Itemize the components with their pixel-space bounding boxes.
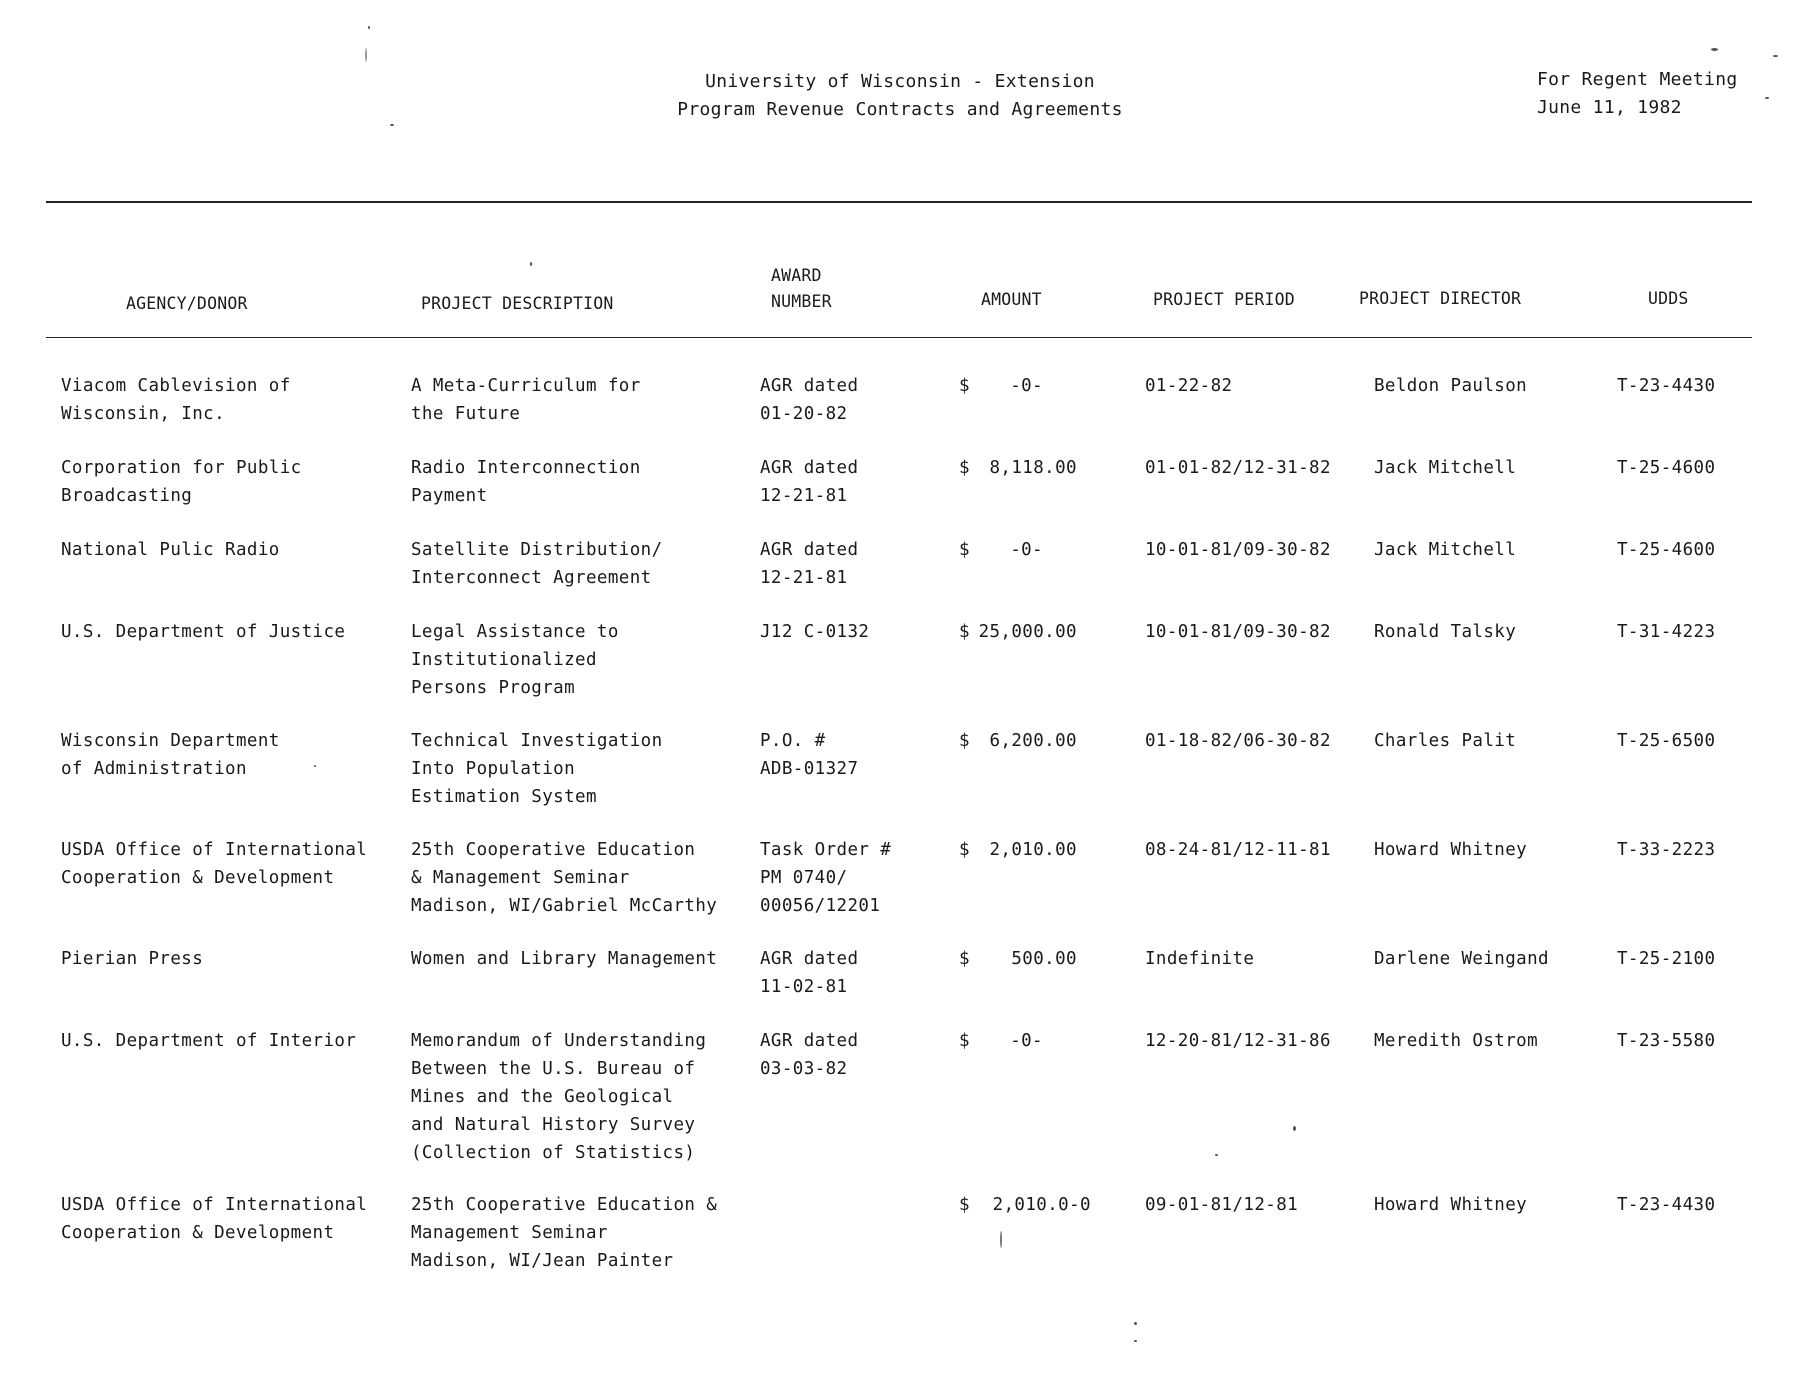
udds-cell: T-23-5580 — [1617, 1031, 1716, 1051]
udds-cell: T-25-2100 — [1617, 949, 1716, 969]
meeting-note — [1537, 66, 1797, 122]
description-cell — [411, 372, 641, 428]
description-cell — [411, 454, 641, 510]
description-cell-line: 25th Cooperative Education & — [411, 1195, 718, 1215]
award-number-cell — [760, 836, 891, 920]
project-period-cell: 10-01-81/09-30-82 — [1145, 622, 1331, 642]
award-number-cell-line: AGR dated — [760, 540, 859, 560]
award-number-cell-line: 00056/12201 — [760, 896, 881, 916]
amount-value: 2,010.00 — [989, 840, 1077, 860]
award-number-cell-line: AGR dated — [760, 458, 859, 478]
column-header-description: PROJECT DESCRIPTION — [421, 294, 614, 313]
project-period-cell: 09-01-81/12-81 — [1145, 1195, 1299, 1215]
project-period-cell: 10-01-81/09-30-82 — [1145, 540, 1331, 560]
award-number-cell-line: P.O. # — [760, 731, 826, 751]
agency-cell-line: U.S. Department of Justice — [61, 622, 346, 642]
udds-cell: T-31-4223 — [1617, 622, 1716, 642]
scan-speck — [1215, 1154, 1218, 1156]
description-cell-line: Between the U.S. Bureau of — [411, 1059, 696, 1079]
scan-speck — [1765, 97, 1769, 99]
title-line-2: Program Revenue Contracts and Agreements — [677, 99, 1123, 120]
award-number-cell-line: 11-02-81 — [760, 977, 848, 997]
scan-speck — [1773, 55, 1778, 57]
project-director-cell: Darlene Weingand — [1374, 949, 1549, 969]
description-cell-line: Mines and the Geological — [411, 1087, 674, 1107]
award-number-cell-line: 12-21-81 — [760, 486, 848, 506]
project-period-cell: 01-01-82/12-31-82 — [1145, 458, 1331, 478]
currency-symbol: $ — [959, 376, 970, 396]
description-cell — [411, 536, 663, 592]
project-period-cell: 01-22-82 — [1145, 376, 1233, 396]
scan-speck — [314, 765, 316, 767]
description-cell-line: Satellite Distribution/ — [411, 540, 663, 560]
agency-cell — [61, 372, 291, 428]
award-number-cell — [760, 727, 858, 783]
document-title — [600, 68, 1200, 124]
award-number-cell-line: 01-20-82 — [760, 404, 848, 424]
amount-value: 8,118.00 — [989, 458, 1077, 478]
udds-cell: T-25-4600 — [1617, 540, 1716, 560]
award-number-cell-line: Task Order # — [760, 840, 892, 860]
description-cell-line: the Future — [411, 404, 521, 424]
agency-cell-line: Viacom Cablevision of — [61, 376, 291, 396]
award-number-cell-line: 03-03-82 — [760, 1059, 848, 1079]
project-director-cell: Meredith Ostrom — [1374, 1031, 1539, 1051]
project-director-cell: Jack Mitchell — [1374, 540, 1517, 560]
description-cell-line: (Collection of Statistics) — [411, 1143, 696, 1163]
scan-speck — [1134, 1322, 1137, 1325]
agency-cell-line: Broadcasting — [61, 486, 193, 506]
award-number-cell — [760, 618, 869, 646]
currency-symbol: $ — [959, 1195, 970, 1215]
project-director-cell: Ronald Talsky — [1374, 622, 1517, 642]
scan-speck — [390, 124, 394, 126]
award-header-line-2: NUMBER — [771, 292, 832, 311]
project-director-cell: Beldon Paulson — [1374, 376, 1528, 396]
project-director-cell: Jack Mitchell — [1374, 458, 1517, 478]
agency-cell — [61, 536, 280, 564]
description-cell-line: & Management Seminar — [411, 868, 630, 888]
project-period-cell: 01-18-82/06-30-82 — [1145, 731, 1331, 751]
agency-cell-line: Cooperation & Development — [61, 1223, 335, 1243]
agency-cell — [61, 945, 203, 973]
description-cell-line: Institutionalized — [411, 650, 597, 670]
scan-speck — [530, 262, 532, 266]
description-cell-line: Interconnect Agreement — [411, 568, 652, 588]
scan-speck — [365, 48, 367, 62]
description-cell — [411, 1191, 717, 1275]
project-period-cell: 08-24-81/12-11-81 — [1145, 840, 1331, 860]
column-header-award — [771, 263, 891, 315]
description-cell-line: Into Population — [411, 759, 576, 779]
scan-speck — [1711, 48, 1718, 51]
agency-cell-line: National Pulic Radio — [61, 540, 280, 560]
agency-cell-line: Corporation for Public — [61, 458, 302, 478]
project-director-cell: Charles Palit — [1374, 731, 1517, 751]
award-number-cell-line: AGR dated — [760, 949, 859, 969]
udds-cell: T-23-4430 — [1617, 1195, 1716, 1215]
agency-cell — [61, 618, 345, 646]
project-period-cell: Indefinite — [1145, 949, 1255, 969]
award-number-cell — [760, 1027, 858, 1083]
description-cell — [411, 618, 619, 702]
agency-cell-line: Pierian Press — [61, 949, 204, 969]
scan-speck — [1134, 1340, 1137, 1342]
agency-cell-line: USDA Office of International — [61, 840, 368, 860]
currency-symbol: $ — [959, 540, 970, 560]
description-cell-line: and Natural History Survey — [411, 1115, 696, 1135]
column-header-director: PROJECT DIRECTOR — [1359, 289, 1522, 308]
amount-value: 6,200.00 — [989, 731, 1077, 751]
currency-symbol: $ — [959, 622, 970, 642]
meeting-date: June 11, 1982 — [1537, 97, 1682, 118]
description-cell-line: Persons Program — [411, 678, 576, 698]
amount-value: 2,010.0-0 — [992, 1195, 1091, 1215]
agency-cell-line: U.S. Department of Interior — [61, 1031, 357, 1051]
udds-cell: T-25-4600 — [1617, 458, 1716, 478]
description-cell-line: Radio Interconnection — [411, 458, 641, 478]
description-cell-line: Memorandum of Understanding — [411, 1031, 707, 1051]
currency-symbol: $ — [959, 458, 970, 478]
description-cell-line: Payment — [411, 486, 488, 506]
agency-cell-line: Cooperation & Development — [61, 868, 335, 888]
description-cell-line: Women and Library Management — [411, 949, 718, 969]
description-cell-line: 25th Cooperative Education — [411, 840, 696, 860]
amount-value: 25,000.00 — [978, 622, 1077, 642]
award-number-cell-line: PM 0740/ — [760, 868, 848, 888]
project-period-cell: 12-20-81/12-31-86 — [1145, 1031, 1331, 1051]
description-cell — [411, 727, 663, 811]
project-director-cell: Howard Whitney — [1374, 840, 1528, 860]
amount-value: -0- — [1010, 1031, 1043, 1051]
agency-cell-line: of Administration — [61, 759, 247, 779]
description-cell — [411, 945, 717, 973]
award-number-cell-line: J12 C-0132 — [760, 622, 870, 642]
description-cell-line: Estimation System — [411, 787, 597, 807]
award-header-line-1: AWARD — [771, 266, 822, 285]
award-number-cell — [760, 454, 858, 510]
agency-cell-line: USDA Office of International — [61, 1195, 368, 1215]
header-divider — [46, 337, 1752, 338]
award-number-cell — [760, 945, 858, 1001]
meeting-line-1: For Regent Meeting — [1537, 69, 1738, 90]
scan-speck — [1000, 1231, 1002, 1248]
top-divider — [46, 201, 1752, 203]
description-cell-line: Madison, WI/Gabriel McCarthy — [411, 896, 718, 916]
agency-cell — [61, 1191, 367, 1247]
scan-speck — [368, 26, 370, 29]
column-header-udds: UDDS — [1648, 289, 1689, 308]
description-cell-line: Technical Investigation — [411, 731, 663, 751]
agency-cell — [61, 454, 302, 510]
agency-cell-line: Wisconsin Department — [61, 731, 280, 751]
description-cell-line: Management Seminar — [411, 1223, 608, 1243]
award-number-cell-line: ADB-01327 — [760, 759, 859, 779]
agency-cell-line: Wisconsin, Inc. — [61, 404, 226, 424]
currency-symbol: $ — [959, 731, 970, 751]
description-cell-line: Madison, WI/Jean Painter — [411, 1251, 674, 1271]
currency-symbol: $ — [959, 840, 970, 860]
currency-symbol: $ — [959, 949, 970, 969]
amount-value: -0- — [1010, 540, 1043, 560]
project-director-cell: Howard Whitney — [1374, 1195, 1528, 1215]
scan-speck — [1293, 1126, 1296, 1131]
description-cell — [411, 1027, 706, 1167]
award-number-cell-line: 12-21-81 — [760, 568, 848, 588]
currency-symbol: $ — [959, 1031, 970, 1051]
udds-cell: T-33-2223 — [1617, 840, 1716, 860]
column-header-period: PROJECT PERIOD — [1153, 290, 1295, 309]
award-number-cell-line: AGR dated — [760, 376, 859, 396]
award-number-cell — [760, 372, 858, 428]
title-line-1: University of Wisconsin - Extension — [705, 71, 1095, 92]
amount-value: -0- — [1010, 376, 1043, 396]
agency-cell — [61, 836, 367, 892]
description-cell — [411, 836, 717, 920]
amount-value: 500.00 — [1011, 949, 1077, 969]
column-header-amount: AMOUNT — [981, 290, 1042, 309]
award-number-cell-line: AGR dated — [760, 1031, 859, 1051]
column-header-agency: AGENCY/DONOR — [126, 294, 248, 313]
agency-cell — [61, 1027, 356, 1055]
udds-cell: T-23-4430 — [1617, 376, 1716, 396]
award-number-cell — [760, 536, 858, 592]
agency-cell — [61, 727, 280, 783]
udds-cell: T-25-6500 — [1617, 731, 1716, 751]
description-cell-line: Legal Assistance to — [411, 622, 619, 642]
description-cell-line: A Meta-Curriculum for — [411, 376, 641, 396]
